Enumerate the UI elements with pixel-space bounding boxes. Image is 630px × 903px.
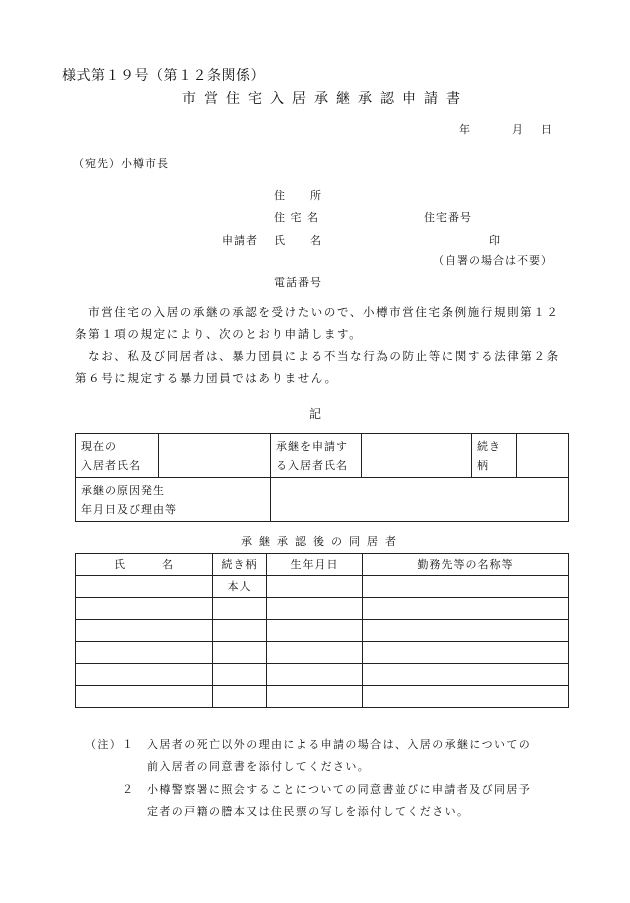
address-label: 住 所 — [274, 189, 322, 202]
note2-line1: 小樽警察署に照会することについての同意書並びに申請者及び同居予 — [147, 783, 532, 796]
note2-line2: 定者の戸籍の謄本又は住民票の写しを添付してください。 — [147, 805, 470, 818]
table-row — [76, 664, 569, 686]
table-row — [76, 686, 569, 708]
name-label: 氏 名 — [274, 234, 322, 247]
housing-name-label: 住 宅 名 — [274, 211, 319, 224]
current-resident-field[interactable] — [159, 434, 271, 478]
reason-label: 承継の原因発生 年月日及び理由等 — [76, 478, 271, 522]
relationship-field[interactable] — [517, 434, 569, 478]
cohabitants-title: 承継承認後の同居者 — [241, 535, 403, 548]
ki-heading: 記 — [308, 407, 321, 421]
form-number: 様式第１９号（第１２条関係） — [62, 68, 265, 84]
relationship-self: 本人 — [213, 576, 267, 598]
header-workplace: 勤務先等の名称等 — [363, 554, 569, 576]
note1-number: １ — [122, 738, 135, 751]
date-year-label: 年 — [459, 123, 470, 136]
date-month-label: 月 — [512, 123, 523, 136]
table-row — [76, 642, 569, 664]
reason-field[interactable] — [271, 478, 569, 522]
addressee: （宛先）小樽市長 — [73, 157, 169, 170]
successor-field[interactable] — [362, 434, 472, 478]
note1-line1: 入居者の死亡以外の理由による申請の場合は、入居の承継についての — [147, 738, 532, 751]
applicant-label: 申請者 — [222, 234, 258, 247]
header-name: 氏 名 — [76, 554, 213, 576]
table-row — [76, 620, 569, 642]
seal-note: （自署の場合は不要） — [433, 254, 553, 267]
note1-line2: 前入居者の同意書を添付してください。 — [147, 760, 371, 773]
phone-label: 電話番号 — [274, 276, 322, 289]
table-row — [76, 598, 569, 620]
succession-table — [75, 433, 569, 522]
header-relationship: 続き柄 — [213, 554, 267, 576]
relationship-label: 続き柄 — [472, 434, 517, 478]
document-title: 市営住宅入居承継承認申請書 — [182, 91, 468, 107]
cohabitants-table — [75, 553, 569, 708]
declaration-paragraph: なお、私及び同居者は、暴力団員による不当な行為の防止等に関する法律第２条第６号に規定する暴力団員ではありません。 — [75, 349, 560, 385]
housing-number-label: 住宅番号 — [424, 211, 472, 224]
successor-label: 承継を申請す る入居者氏名 — [271, 434, 362, 478]
notes-prefix: （注） — [85, 738, 123, 751]
application-paragraph: 市営住宅の入居の承継の承認を受けたいので、小樽市営住宅条例施行規則第１２条第１項の規定により、次のとおり申請します。 — [75, 305, 560, 341]
seal-label: 印 — [489, 234, 501, 247]
header-birthdate: 生年月日 — [267, 554, 363, 576]
current-resident-label: 現在の 入居者氏名 — [76, 434, 159, 478]
date-day-label: 日 — [541, 123, 552, 136]
note2-number: ２ — [122, 783, 135, 796]
table-row — [76, 576, 569, 598]
